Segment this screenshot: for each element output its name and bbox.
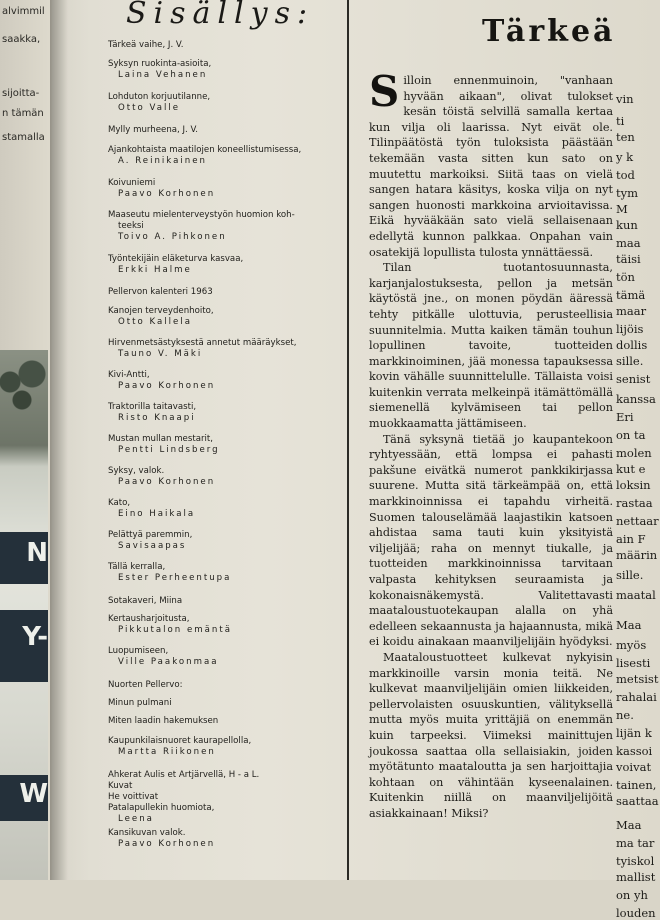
- next-column-line: M: [616, 202, 628, 216]
- next-column-line: metsist: [616, 672, 659, 686]
- toc-entry: [108, 338, 340, 360]
- toc-entry-title: Pellervon kalenteri 1963: [108, 287, 213, 297]
- toc-entry-author: Savisaapas: [118, 541, 187, 551]
- article-paragraph-text: illoin ennenmuinoin, "vanhaan hyvään aikaan", olivat tulokset kesän töistä selvillä samalla kertaa kun vilja oli laarissa. Nyt eivät ole. Tilinpäätöstä työn tuloksista päästään tekemään vasta sitten kun sato on muutettu markoiksi. Siitä taas on vielä sangen hatara käsitys, koska vilja on nyt sangen huonosti markkoina arvioitavissa. Eikä hyvääkään sato vielä sellaisenaan edellytä kunnon palkkaa. Onpahan vain osatekijä lopullista tulosta ynnättäessä.: [369, 74, 613, 259]
- toc-entry: [108, 92, 340, 114]
- toc-entry-title: Kanojen terveydenhoito,: [108, 306, 214, 316]
- next-column-line: lijöis: [616, 322, 644, 336]
- toc-entry-title: Koivuniemi: [108, 178, 156, 188]
- toc-entry: [108, 145, 340, 167]
- next-column-line: maatal: [616, 588, 656, 602]
- toc-entry-title-cont: Patalapullekin huomiota,: [108, 803, 215, 813]
- toc-entry-author: Erkki Halme: [118, 265, 192, 275]
- toc-entry: [108, 254, 340, 276]
- toc-entry-title: Kato,: [108, 498, 131, 508]
- column-divider: [347, 0, 349, 880]
- next-column-line: ti: [616, 114, 625, 128]
- toc-entry: [108, 402, 340, 424]
- next-column-line: lijän k: [616, 726, 652, 740]
- next-column-line: vin: [616, 92, 634, 106]
- next-column-line: ten: [616, 130, 635, 144]
- toc-entry-title: Työntekijäin eläketurva kasvaa,: [108, 254, 244, 264]
- toc-entry-author: Pentti Lindsberg: [118, 445, 220, 455]
- toc-entry-title-cont: teeksi: [118, 221, 144, 231]
- article-paragraph: Tänä syksynä tietää jo kaupantekoon ryhtyessään, että lompsa ei pahasti pakšune eivätkä numerot pankkikirjassa suurene. Mutta sitä tärkeämpää on, että markkinoinnissa ei tapahdu virheitä. Suomen talouselämää laajastikin katsoen ahdistaa sama tauti kuin yksityistä viljelijää; raha on mennyt tiukalle, ja tuotteiden markkinoinnissa tarvitaan valpasta kehityksen seuraamista ja kokonaisnäkemystä. Valitettavasti maataloustuotekaupan alalla on yhä edelleen sekaannusta ja hajaannusta, mikä ei koidu ainakaan maanviljelijäin hyödyksi.: [369, 432, 613, 649]
- toc-entry-title: Tällä kerralla,: [108, 562, 166, 572]
- toc-entry-title: Kaupunkilaisnuoret kaurapellolla,: [108, 736, 252, 746]
- toc-entry-author: Risto Knaapi: [118, 413, 196, 423]
- toc-entry-author: Ester Perheentupa: [118, 573, 232, 583]
- next-column-line: tainen,: [616, 778, 657, 792]
- toc-entry: [108, 680, 340, 691]
- toc-entry-title: Nuorten Pellervo:: [108, 680, 183, 690]
- next-column-line: y k: [616, 150, 634, 164]
- toc-entry: [108, 736, 340, 758]
- toc-entry-author: Ville Paakonmaa: [118, 657, 219, 667]
- toc-entry-title: Ajankohtaista maatilojen koneellistumisessa,: [108, 145, 302, 155]
- toc-entry: [108, 716, 340, 727]
- toc-entry-author: Leena: [118, 814, 154, 824]
- toc-entry: [108, 770, 340, 825]
- toc-entry: [108, 125, 340, 136]
- next-column-line: sille.: [616, 354, 644, 368]
- next-column-line: kanssa: [616, 392, 656, 406]
- toc-entry: [108, 562, 340, 584]
- toc-entry-title-cont: He voittivat: [108, 792, 159, 802]
- table-of-contents: [108, 0, 340, 880]
- toc-entry-author: Martta Riikonen: [118, 747, 216, 757]
- toc-entry-title: Ahkerat Aulis et Artjärvellä, H - a L.: [108, 770, 260, 780]
- next-column-line: Maa: [616, 818, 642, 832]
- prev-page-photo-band: W: [0, 775, 48, 821]
- toc-entry: [108, 596, 340, 607]
- toc-entry: [108, 178, 340, 200]
- toc-entry: [108, 40, 340, 51]
- toc-entry: [108, 698, 340, 709]
- next-column-line: loksin: [616, 478, 651, 492]
- next-column-line: maa: [616, 236, 641, 250]
- next-column-line: on ta: [616, 428, 646, 442]
- toc-entry: [108, 210, 340, 243]
- article-paragraph: [369, 67, 613, 260]
- toc-entry-title-cont: Kuvat: [108, 781, 133, 791]
- next-column-line: ain F: [616, 532, 646, 546]
- next-column-line: ne.: [616, 708, 634, 722]
- next-column-line: dollis: [616, 338, 648, 352]
- next-column-line: Eri: [616, 410, 634, 424]
- next-column-line: tod: [616, 168, 635, 182]
- toc-entry-title: Mylly murheena, J. V.: [108, 125, 198, 135]
- article-heading: Tärkeä: [482, 14, 616, 49]
- toc-entry: [108, 287, 340, 298]
- toc-entry-title: Tärkeä vaihe, J. V.: [108, 40, 184, 50]
- next-column-line: tyiskol: [616, 854, 655, 868]
- next-column-line: tym: [616, 186, 639, 200]
- next-column-line: kassoi: [616, 744, 653, 758]
- next-column-line: saattaa: [616, 794, 659, 808]
- next-column-line: rahalai: [616, 690, 657, 704]
- toc-entry-author: A. Reinikainen: [118, 156, 207, 166]
- toc-title: Sisällys:: [126, 0, 315, 31]
- toc-entry-title: Miten laadin hakemuksen: [108, 716, 219, 726]
- toc-entry-title: Luopumiseen,: [108, 646, 169, 656]
- prev-page-line: sijoitta-: [2, 88, 40, 99]
- toc-entry: [108, 306, 340, 328]
- toc-entry: [108, 614, 340, 636]
- next-column-line: kun: [616, 218, 638, 232]
- toc-entry-title: Minun pulmani: [108, 698, 172, 708]
- prev-page-photo-band: Y-: [0, 610, 48, 682]
- next-column-line: ma tar: [616, 836, 655, 850]
- article-body: [369, 67, 613, 822]
- toc-entry-title: Sotakaveri, Miina: [108, 596, 183, 606]
- next-column-line: tön: [616, 270, 635, 284]
- toc-entry-title: Lohduton korjuutilanne,: [108, 92, 211, 102]
- toc-entry-author: Otto Kallela: [118, 317, 192, 327]
- next-column-line: määrin: [616, 548, 658, 562]
- toc-entry: [108, 530, 340, 552]
- next-column-line: täisi: [616, 252, 641, 266]
- toc-entry-author: Eino Haikala: [118, 509, 196, 519]
- toc-entry-title: Hirvenmetsästyksestä annetut määräykset,: [108, 338, 297, 348]
- next-column-line: on yh: [616, 888, 648, 902]
- toc-entry: [108, 466, 340, 488]
- next-column-line: louden: [616, 906, 656, 920]
- next-column-line: voivat: [616, 760, 652, 774]
- next-column-line: mallist: [616, 870, 656, 884]
- next-column-line: rastaa: [616, 496, 653, 510]
- next-column-line: kut e: [616, 462, 646, 476]
- prev-page-photo-trees: [0, 352, 48, 412]
- next-column-cut: [614, 0, 660, 920]
- toc-entry-author: Laina Vehanen: [118, 70, 208, 80]
- toc-entry-title: Syksy, valok.: [108, 466, 165, 476]
- next-column-line: nettaar: [616, 514, 659, 528]
- prev-page-line: saakka,: [2, 34, 41, 45]
- toc-entry-title: Maaseutu mielenterveystyön huomion koh-: [108, 210, 295, 220]
- toc-entry-title: Mustan mullan mestarit,: [108, 434, 213, 444]
- toc-entry-author: Paavo Korhonen: [118, 381, 216, 391]
- toc-entry-title: Kivi-Antti,: [108, 370, 150, 380]
- toc-entry-author: Paavo Korhonen: [118, 189, 216, 199]
- next-column-line: sille.: [616, 568, 644, 582]
- toc-entry-title: Kertausharjoitusta,: [108, 614, 190, 624]
- prev-page-line: alvimmil: [2, 6, 45, 17]
- toc-entry: [108, 828, 340, 850]
- toc-entry-author: Tauno V. Mäki: [118, 349, 203, 359]
- next-column-line: tämä: [616, 288, 646, 302]
- toc-entry: [108, 498, 340, 520]
- next-column-line: maar: [616, 304, 647, 318]
- toc-entry-title: Syksyn ruokinta-asioita,: [108, 59, 212, 69]
- toc-entry: [108, 370, 340, 392]
- toc-entry-title: Kansikuvan valok.: [108, 828, 186, 838]
- article-paragraph: Maataloustuotteet kulkevat nykyisin markkinoille varsin monia teitä. Ne kulkevat maanviljelijäin omien liikkeiden, pellervolaisten osuuskuntien, välityksellä mutta myös muita yrittäjiä on enemmän kuin tarpeeksi. Viimeksi mainittujen joukossa saattaa olla sellaisiakin, joiden myötätunto maataloutta ja sen harjoittajia kohtaan on vähintään kyseenalainen. Kuitenkin niillä on maanviljelijöitä asiakkainaan! Miksi?: [369, 650, 613, 820]
- toc-entry-title: Traktorilla taitavasti,: [108, 402, 197, 412]
- toc-entry: [108, 59, 340, 81]
- toc-entry-author: Toivo A. Pihkonen: [118, 232, 227, 242]
- toc-entry-title: Pelättyä paremmin,: [108, 530, 193, 540]
- next-column-line: Maa: [616, 618, 642, 632]
- toc-entry: [108, 646, 340, 668]
- next-column-line: myös: [616, 638, 647, 652]
- toc-entry-author: Pikkutalon emäntä: [118, 625, 232, 635]
- next-column-line: molen: [616, 446, 652, 460]
- binding-gutter: [50, 0, 90, 880]
- previous-page-edge: [0, 0, 52, 880]
- toc-entry-author: Paavo Korhonen: [118, 477, 216, 487]
- article-paragraph: Tilan tuotantosuunnasta, karjanjalostuksesta, pellon ja metsän käytöstä jne., on monen pöydän ääressä tehty pitkälle ulottuvia, perusteellisia suunnitelmia. Mutta kaiken tämän touhun lopullinen tavoite, tuotteiden markkinoiminen, jää monessa tapauksessa kovin vähälle suunnittelulle. Tällaista voisi kuitenkin verrata melkeinpä itämättömällä siemenellä kylvämiseen tai pellon muokkaamatta jättämiseen.: [369, 261, 613, 431]
- prev-page-line: n tämän: [2, 108, 44, 119]
- next-column-line: lisesti: [616, 656, 651, 670]
- drop-cap: S: [369, 67, 400, 116]
- next-column-line: senist: [616, 372, 651, 386]
- toc-entry-author: Otto Valle: [118, 103, 181, 113]
- toc-entry-author: Paavo Korhonen: [118, 839, 216, 849]
- prev-page-line: stamalla: [2, 132, 45, 143]
- prev-page-photo-band: N: [0, 532, 48, 584]
- toc-entry: [108, 434, 340, 456]
